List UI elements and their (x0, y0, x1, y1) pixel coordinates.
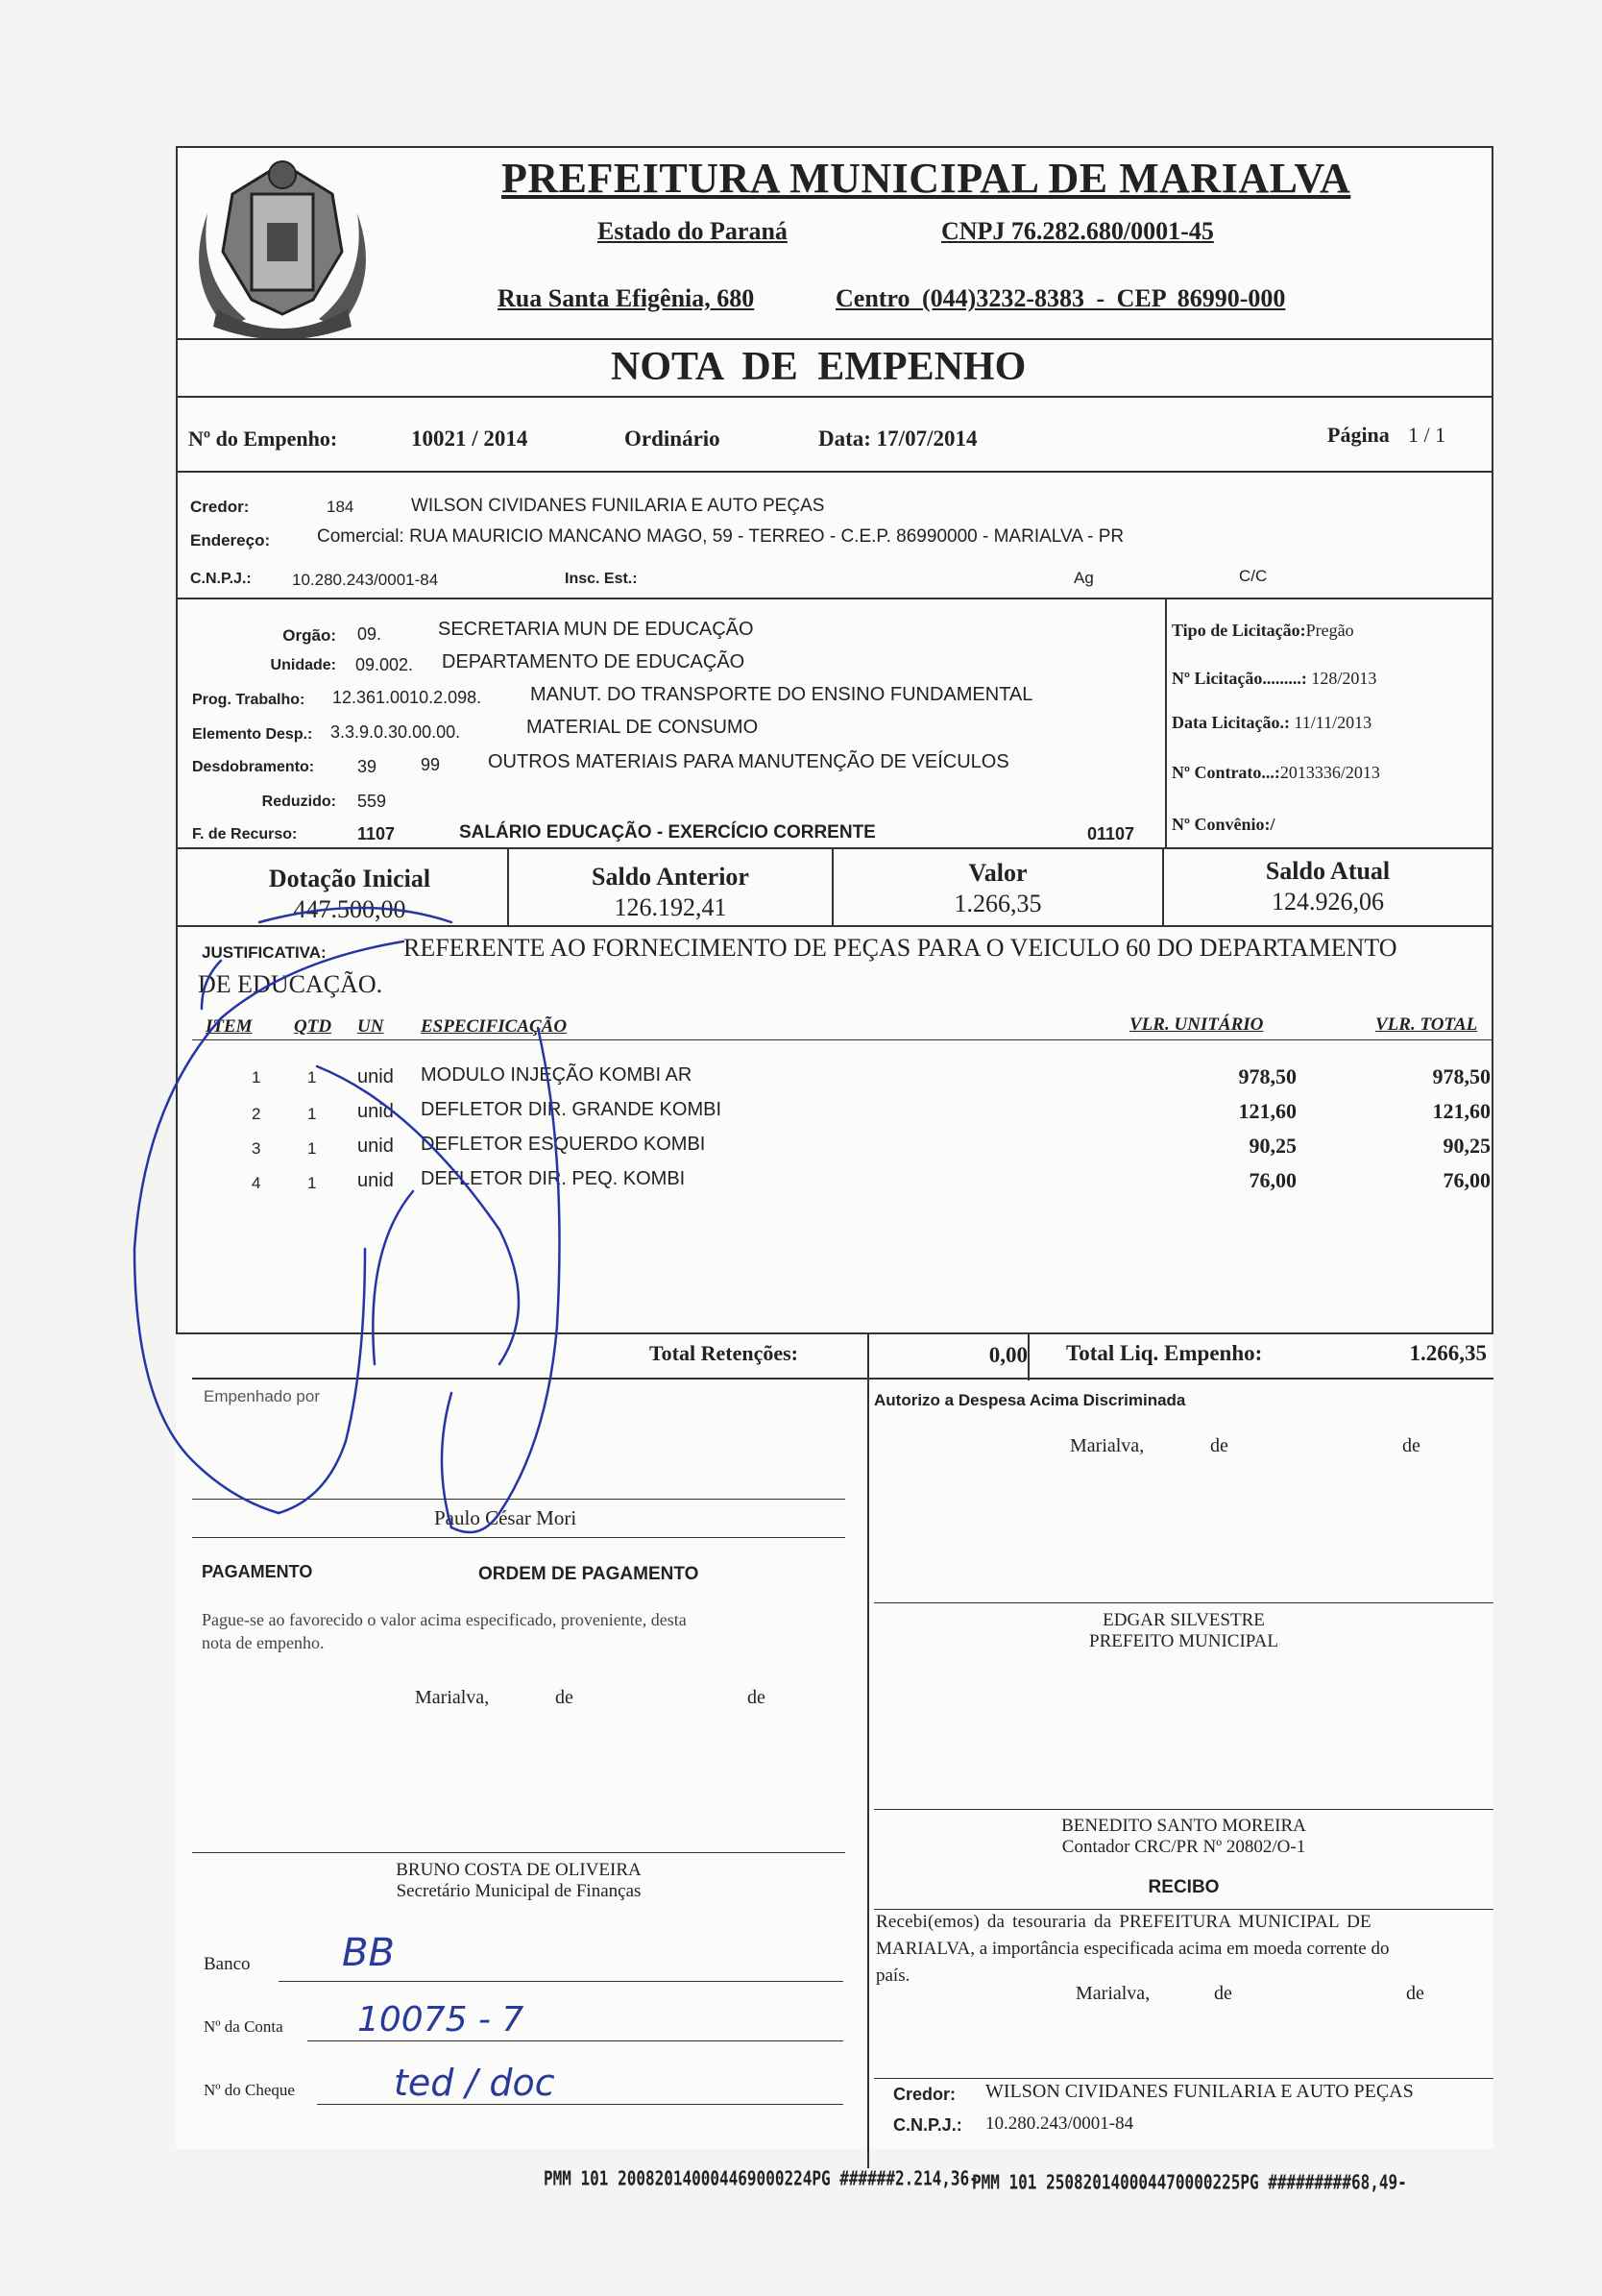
divider-title (176, 396, 1493, 398)
item-4-num: 4 (252, 1174, 261, 1192)
orgao-code: 09. (357, 624, 382, 644)
conta-line (307, 2040, 843, 2041)
item-4-qtd: 1 (307, 1174, 317, 1192)
recibo-cnpj: 10.280.243/0001-84 (985, 2113, 1134, 2134)
recibo-credor-label: Credor: (893, 2085, 957, 2104)
licitacao-contrato-label: Nº Contrato...: (1172, 763, 1280, 782)
item-1-num: 1 (252, 1068, 261, 1087)
dotacao-value: 447.500,00 (293, 895, 406, 923)
banco-value: BB (342, 1931, 395, 1975)
col-un: UN (357, 1016, 384, 1037)
col-unit: VLR. UNITÁRIO (1129, 1014, 1264, 1035)
divider-header (176, 338, 1493, 340)
ordem-title: ORDEM DE PAGAMENTO (478, 1564, 699, 1584)
divider-licitacao (1165, 598, 1167, 847)
item-1-qtd: 1 (307, 1068, 317, 1087)
justificativa-text1: REFERENTE AO FORNECIMENTO DE PEÇAS PARA O VEICULO 60 DO DEPARTAMENTO (403, 934, 1397, 962)
item-2-spec: DEFLETOR DIR. GRANDE KOMBI (421, 1099, 722, 1120)
ordem-de1: de (555, 1687, 573, 1708)
document-title: NOTA DE EMPENHO (611, 345, 1027, 389)
divider-totals-bottom (192, 1378, 1493, 1380)
recurso-label: F. de Recurso: (192, 826, 298, 843)
secretario-name: BRUNO COSTA DE OLIVEIRA (396, 1860, 642, 1880)
col-spec: ESPECIFICAÇÃO (421, 1016, 568, 1037)
unidade-name: DEPARTAMENTO DE EDUCAÇÃO (442, 651, 745, 672)
saldo-anterior-value: 126.192,41 (614, 893, 727, 921)
item-2-qtd: 1 (307, 1105, 317, 1123)
prefeito-name: EDGAR SILVESTRE (1103, 1610, 1265, 1630)
item-4-unit: 76,00 (1249, 1168, 1297, 1192)
item-2-unit: 121,60 (1238, 1099, 1297, 1123)
saldo-atual-label: Saldo Atual (1265, 857, 1391, 885)
empenhado-signature-line (192, 1499, 845, 1500)
liquido-value: 1.266,35 (1409, 1341, 1487, 1365)
address-label: Endereço: (190, 531, 271, 550)
licitacao-tipo (1172, 621, 1354, 641)
item-1-un: unid (357, 1066, 394, 1087)
divider-items (176, 1332, 1493, 1334)
credor-label: Credor: (190, 498, 250, 516)
frame-right (1492, 146, 1493, 1334)
prefeito-role: PREFEITO MUNICIPAL (1089, 1631, 1278, 1651)
saldo-anterior-label: Saldo Anterior (592, 863, 749, 891)
divider-empenho (176, 471, 1493, 473)
pagamento-label: PAGAMENTO (202, 1562, 313, 1581)
banco-label: Banco (204, 1954, 251, 1974)
divider-items-header (192, 1039, 1493, 1040)
divider-pagamento (192, 1537, 845, 1538)
item-4-total: 76,00 (1443, 1168, 1491, 1192)
empenho-number: 10021 / 2014 (411, 427, 528, 451)
item-1-unit: 978,50 (1238, 1064, 1297, 1088)
credor-code: 184 (327, 498, 354, 516)
licitacao-numero-label: Nº Licitação.........: (1172, 669, 1307, 688)
reduzido-label: Reduzido: (261, 794, 336, 810)
item-3-num: 3 (252, 1139, 261, 1158)
divider-totals (1028, 1332, 1030, 1380)
liquido-label: Total Liq. Empenho: (1066, 1341, 1263, 1365)
item-3-unit: 90,25 (1249, 1134, 1297, 1158)
recibo-cnpj-label: C.N.P.J.: (893, 2115, 962, 2135)
empenho-date: Data: 17/07/2014 (818, 427, 978, 451)
empenhado-name: Paulo César Mori (434, 1506, 577, 1529)
empenhado-label: Empenhado por (204, 1387, 320, 1405)
licitacao-numero-value: 128/2013 (1311, 669, 1377, 688)
recurso-code2: 01107 (1087, 824, 1135, 843)
ag-label: Ag (1074, 569, 1094, 587)
licitacao-contrato-value: 2013336/2013 (1279, 763, 1380, 782)
item-3-spec: DEFLETOR ESQUERDO KOMBI (421, 1134, 706, 1155)
valor-label: Valor (968, 859, 1028, 887)
item-3-total: 90,25 (1443, 1134, 1491, 1158)
cnpj-label: C.N.P.J.: (190, 571, 252, 587)
autorizo-text: Autorizo a Despesa Acima Discriminada (874, 1391, 1186, 1409)
header-address: Centro (044)3232-8383 - CEP 86990-000 (836, 284, 1286, 312)
desdobramento-name: OUTROS MATERIAIS PARA MANUTENÇÃO DE VEÍCULOS (488, 751, 1009, 772)
item-4-spec: DEFLETOR DIR. PEQ. KOMBI (421, 1168, 686, 1189)
licitacao-tipo-label: Tipo de Licitação: (1172, 621, 1306, 640)
secretario-signature-line (192, 1852, 845, 1853)
justificativa-label: JUSTIFICATIVA: (202, 943, 327, 962)
item-1-spec: MODULO INJEÇÃO KOMBI AR (421, 1064, 692, 1086)
autorizo-de1: de (1210, 1435, 1228, 1456)
reduzido-value: 559 (357, 792, 387, 811)
page-value: 1 / 1 (1408, 423, 1446, 447)
licitacao-data-label: Data Licitação.: (1172, 713, 1290, 732)
ordem-text2: nota de empenho. (202, 1633, 325, 1652)
ordem-city: Marialva, (415, 1687, 490, 1708)
recurso-name: SALÁRIO EDUCAÇÃO - EXERCÍCIO CORRENTE (459, 822, 876, 843)
prog-name: MANUT. DO TRANSPORTE DO ENSINO FUNDAMENTAL (530, 684, 1033, 705)
cc-label: C/C (1239, 567, 1268, 585)
empenho-label: Nº do Empenho: (188, 427, 338, 451)
desdobramento-label: Desdobramento: (192, 759, 315, 775)
header-state: Estado do Paraná (597, 217, 788, 245)
contador-role: Contador CRC/PR Nº 20802/O-1 (1061, 1837, 1306, 1857)
cheque-value: ted / doc (394, 2062, 555, 2104)
recibo-credor-name: WILSON CIVIDANES FUNILARIA E AUTO PEÇAS (985, 2081, 1414, 2102)
retencoes-label: Total Retenções: (649, 1341, 798, 1365)
prog-label: Prog. Trabalho: (192, 692, 305, 708)
col-total: VLR. TOTAL (1375, 1014, 1478, 1035)
page-label: Página (1327, 423, 1390, 447)
conta-label: Nº da Conta (204, 2017, 283, 2036)
header-street: Rua Santa Efigênia, 680 (498, 284, 755, 312)
elemento-name: MATERIAL DE CONSUMO (526, 717, 759, 738)
licitacao-convenio: Nº Convênio:/ (1172, 815, 1275, 834)
cheque-label: Nº do Cheque (204, 2081, 295, 2099)
licitacao-data-value: 11/11/2013 (1294, 713, 1372, 732)
licitacao-data (1172, 713, 1371, 733)
col-qtd: QTD (294, 1016, 332, 1037)
divider-saldos (176, 925, 1493, 927)
cheque-line (317, 2104, 843, 2105)
frame-left (176, 146, 178, 1334)
credor-cnpj: 10.280.243/0001-84 (292, 571, 439, 589)
recibo-city: Marialva, (1076, 1983, 1151, 2004)
recibo-divider (874, 1909, 1493, 1910)
item-3-qtd: 1 (307, 1139, 317, 1158)
divider-credor (176, 598, 1493, 599)
desdobramento-sub: 99 (421, 755, 441, 774)
saldo-atual-value: 124.926,06 (1272, 888, 1384, 916)
justificativa-text2: DE EDUCAÇÃO. (198, 970, 383, 998)
item-1-total: 978,50 (1432, 1064, 1491, 1088)
item-4-un: unid (357, 1170, 394, 1191)
divider-signatures (867, 1332, 869, 2168)
recibo-text3: país. (876, 1966, 910, 1986)
prog-code: 12.361.0010.2.098. (332, 688, 482, 707)
frame-top (176, 146, 1493, 148)
recibo-title: RECIBO (1148, 1877, 1220, 1897)
unidade-label: Unidade: (270, 657, 336, 673)
recibo-text2: MARIALVA, a importância especificada acima em moeda corrente do (876, 1939, 1390, 1959)
conta-value: 10075 - 7 (357, 2000, 524, 2040)
payment-stamp-1: PMM 101 200820140004469000224PG ######2.214,36- (544, 2166, 979, 2190)
recibo-text1: Recebi(emos) da tesouraria da PREFEITURA MUNICIPAL DE (876, 1912, 1371, 1932)
ordem-text1: Pague-se ao favorecido o valor acima especificado, proveniente, desta (202, 1610, 687, 1629)
licitacao-numero (1172, 669, 1376, 689)
orgao-name: SECRETARIA MUN DE EDUCAÇÃO (438, 619, 754, 640)
unidade-code: 09.002. (355, 655, 414, 674)
ordem-de2: de (747, 1687, 765, 1708)
item-2-un: unid (357, 1101, 394, 1122)
licitacao-tipo-value: Pregão (1305, 621, 1354, 640)
recibo-signature-line (874, 2078, 1493, 2079)
header-title: PREFEITURA MUNICIPAL DE MARIALVA (501, 155, 1351, 202)
elemento-label: Elemento Desp.: (192, 726, 313, 743)
municipal-coat-of-arms (188, 156, 376, 338)
item-2-num: 2 (252, 1105, 261, 1123)
autorizo-de2: de (1402, 1435, 1420, 1456)
autorizo-city: Marialva, (1070, 1435, 1145, 1456)
credor-address: Comercial: RUA MAURICIO MANCANO MAGO, 59 - TERREO - C.E.P. 86990000 - MARIALVA - PR (317, 526, 1125, 547)
desdobramento-code: 39 (357, 757, 377, 776)
empenho-type: Ordinário (624, 427, 720, 451)
banco-line (279, 1981, 843, 1982)
item-2-total: 121,60 (1432, 1099, 1491, 1123)
elemento-code: 3.3.9.0.30.00.00. (330, 722, 461, 742)
secretario-role: Secretário Municipal de Finanças (396, 1881, 642, 1901)
prefeito-signature-line (874, 1602, 1493, 1603)
recibo-de1: de (1214, 1983, 1232, 2004)
item-3-un: unid (357, 1136, 394, 1157)
recibo-de2: de (1406, 1983, 1424, 2004)
recurso-code: 1107 (357, 824, 396, 843)
divider-budget (176, 847, 1493, 849)
dotacao-label: Dotação Inicial (268, 865, 431, 892)
orgao-label: Orgão: (282, 626, 336, 645)
col-item: ITEM (206, 1016, 253, 1037)
retencoes-value: 0,00 (988, 1343, 1028, 1367)
insc-label: Insc. Est.: (565, 571, 638, 587)
payment-stamp-2: PMM 101 250820140004470000225PG #########68,49- (972, 2170, 1407, 2194)
licitacao-contrato (1172, 763, 1380, 783)
contador-signature-line (874, 1809, 1493, 1810)
credor-name: WILSON CIVIDANES FUNILARIA E AUTO PEÇAS (411, 496, 825, 516)
valor-value: 1.266,35 (954, 890, 1042, 917)
header-cnpj: CNPJ 76.282.680/0001-45 (941, 217, 1214, 245)
contador-name: BENEDITO SANTO MOREIRA (1061, 1816, 1306, 1836)
